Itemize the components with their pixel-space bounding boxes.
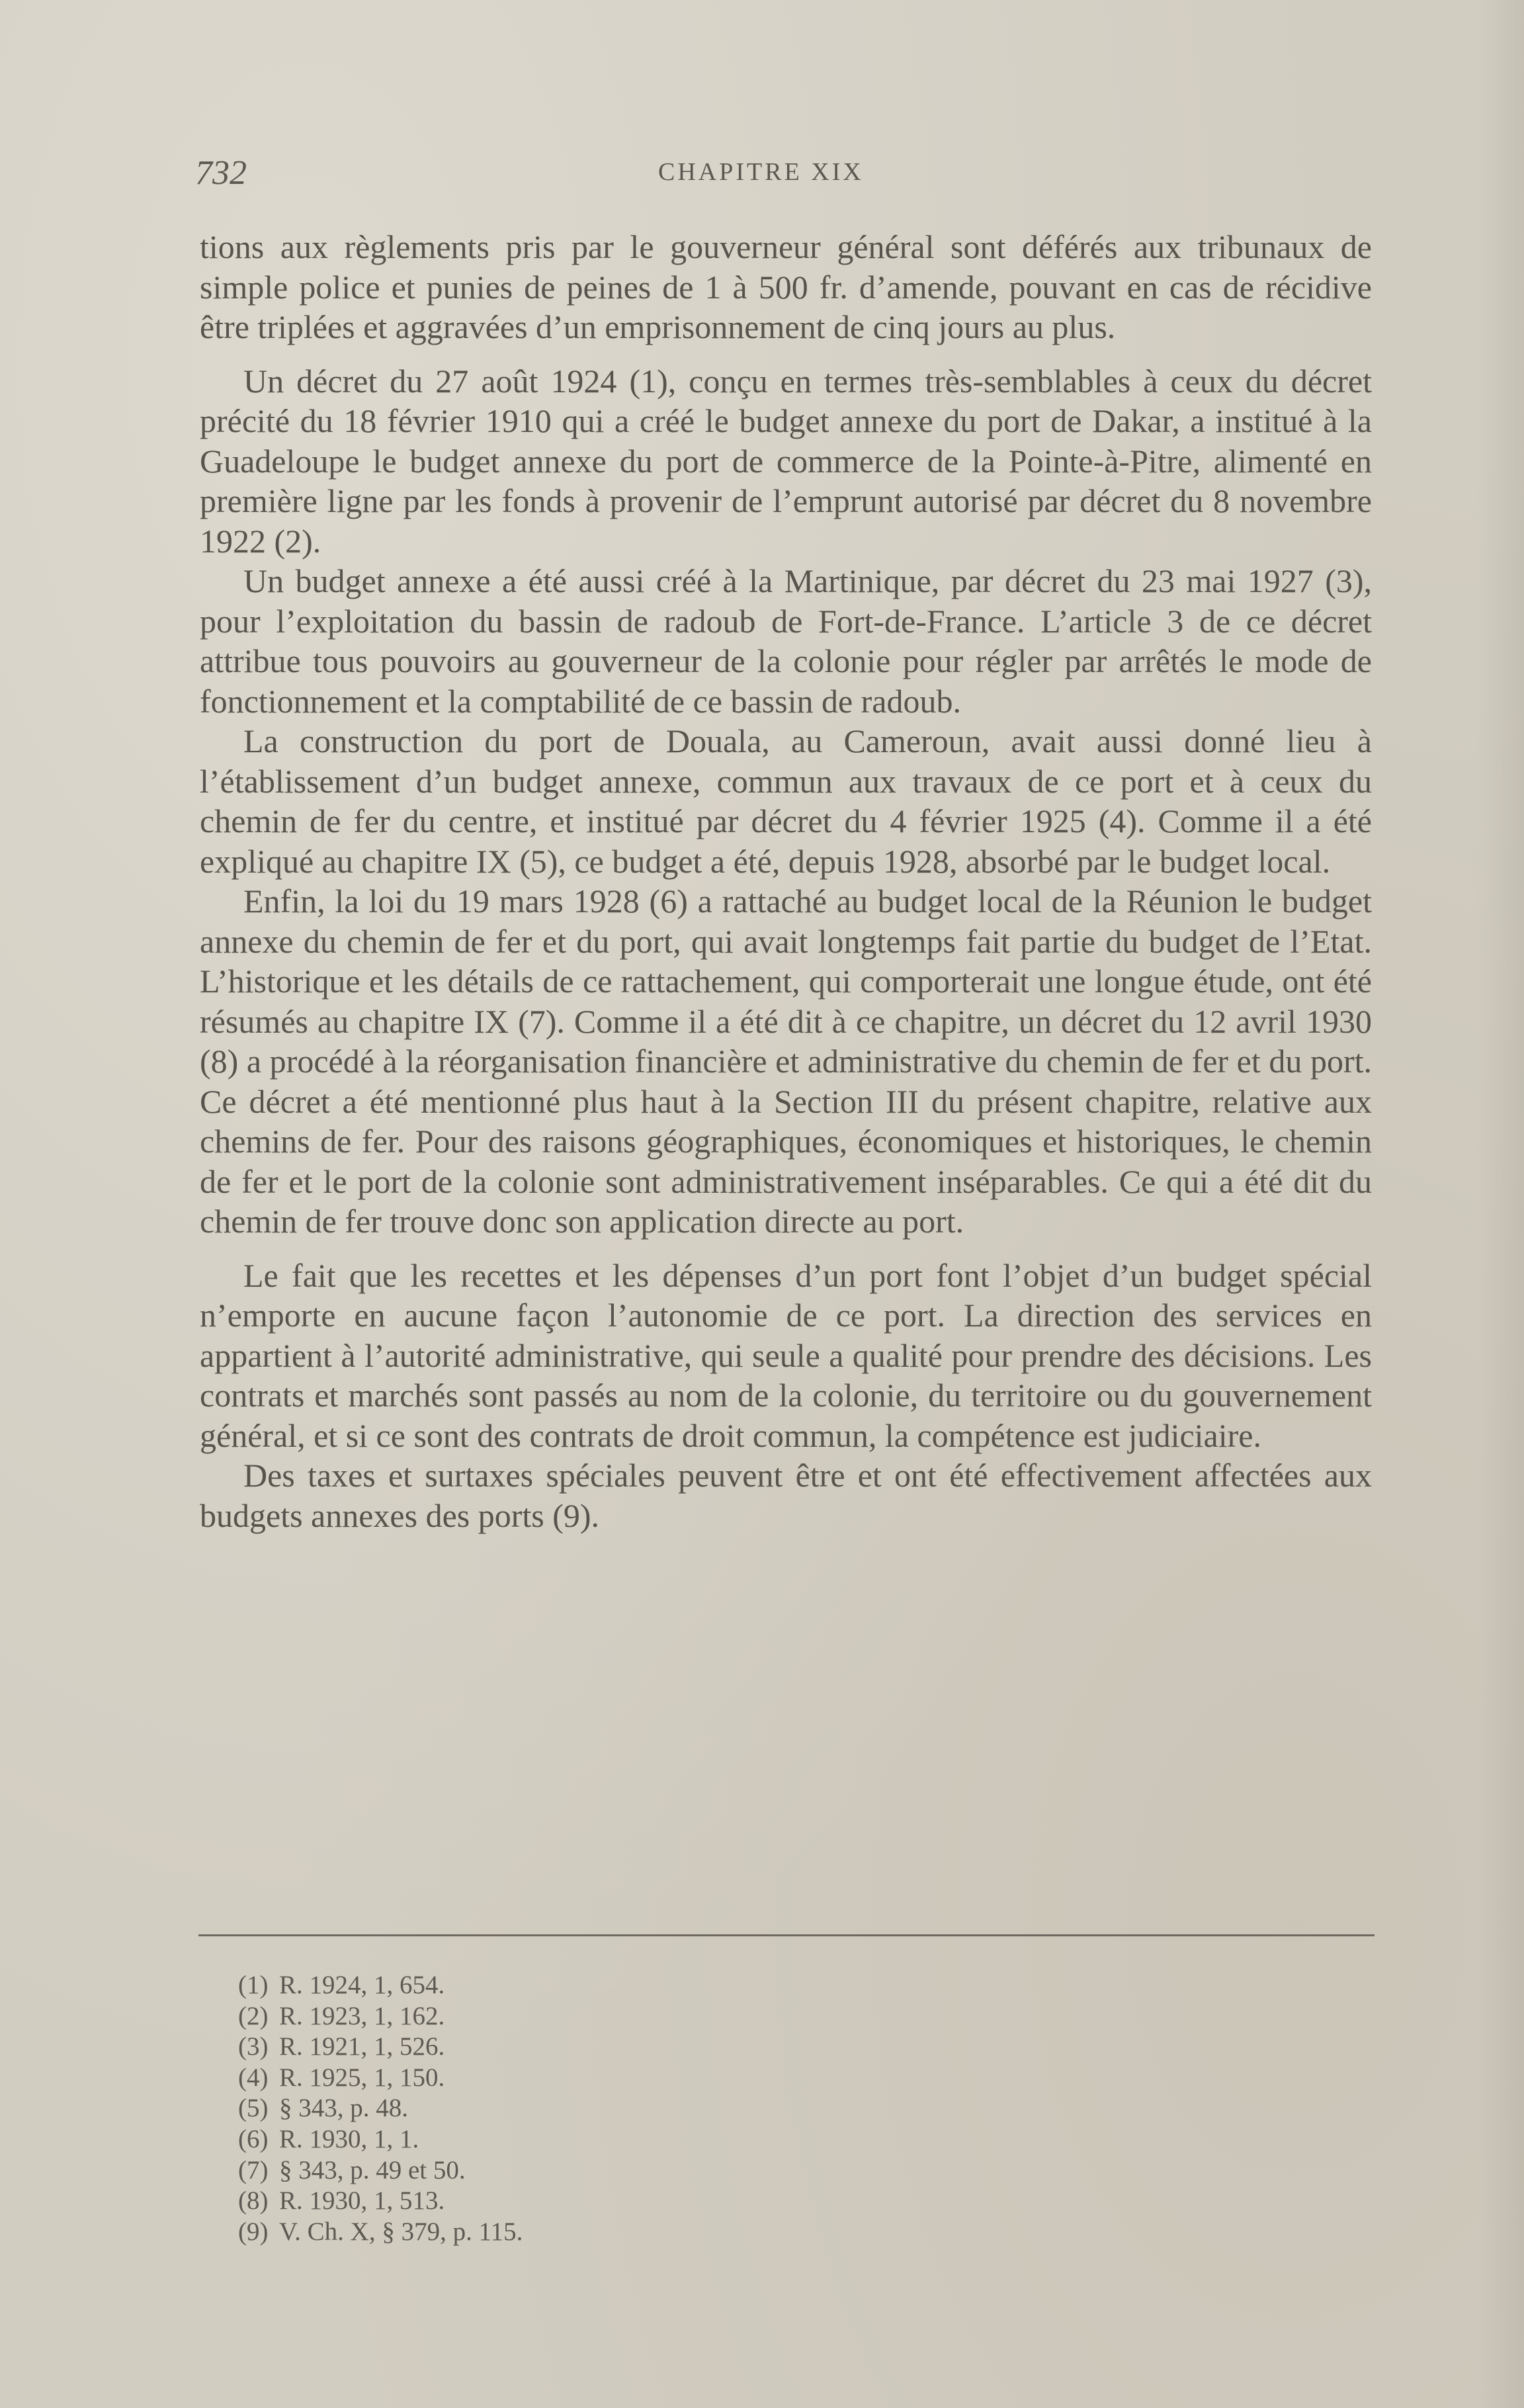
footnote [238,2186,833,2217]
footnote-text: § 343, p. 48. [279,2094,408,2123]
footnote-text: R. 1924, 1, 654. [279,1971,445,1999]
footnote-number: (1) [238,1971,269,1999]
paragraph-continuation: tions aux règlements pris par le gouverneur général sont déférés aux tribunaux de simple police et punies de peines de 1 à 500 fr. d’amende, pouvant en cas de récidive être triplées et aggravées d’un emprisonnement de cinq jours au plus. [200,228,1372,345]
footnote-number: (3) [238,2032,269,2061]
footnote-number: (5) [238,2094,269,2123]
footnote-number: (6) [238,2124,269,2153]
footnote-text: R. 1923, 1, 162. [279,2001,445,2030]
footnote-text: § 343, p. 49 et 50. [279,2155,466,2184]
page-header [195,153,1373,200]
footnote-text: R. 1930, 1, 1. [279,2124,419,2153]
paragraph-martinique: Un budget annexe a été aussi créé à la Martinique, par décret du 23 mai 1927 (3), pour l’exploitation du bassin de radoub de Fort-de-France. L’article 3 de ce décret attribue tous pouvoirs au gouverneur de la colonie pour régler par arrêtés le mode de fonctionnement et la comptabilité de ce bassin de radoub. [200,562,1372,720]
footnote-number: (2) [238,2001,269,2030]
footnote-text: V. Ch. X, § 379, p. 115. [279,2217,523,2246]
paragraph-autonomie: Le fait que les recettes et les dépenses d’un port font l’objet d’un budget spécial n’emporte en aucune façon l’autonomie de ce port. La direction des services en appartient à l’autorité administrative, qui seule a qualité pour prendre des décisions. Les contrats et marchés sont passés au nom de la colonie, du territoire ou du gouvernement général, et si ce sont des contrats de droit commun, la compétence est judiciaire. [200,1256,1372,1454]
footnote [238,2124,833,2155]
footnote-number: (7) [238,2155,269,2184]
paragraph-taxes: Des taxes et surtaxes spéciales peuvent être et ont été effectivement affectées aux budgets annexes des ports (9). [200,1457,1372,1534]
footnote-number: (8) [238,2186,269,2215]
footnote-number: (4) [238,2063,269,2092]
footnote-text: R. 1930, 1, 513. [279,2186,445,2215]
footnote [238,2032,833,2063]
footnote [238,2063,833,2094]
footnote [238,2217,833,2248]
footnote-text: R. 1921, 1, 526. [279,2032,445,2061]
paragraph-douala: La construction du port de Douala, au Cameroun, avait aussi donné lieu à l’établissement d’un budget annexe, commun aux travaux de ce port et à ceux du chemin de fer du centre, et institué par décret du 4 février 1925 (4). Comme il a été expliqué au chapitre IX (5), ce budget a été, depuis 1928, absorbé par le budget local. [200,722,1372,880]
page-number: 732 [195,154,247,192]
footnote [238,2155,833,2186]
footnotes [238,1970,833,2247]
body-text [200,227,1372,1535]
footnote-text: R. 1925, 1, 150. [279,2063,445,2092]
paragraph-guadeloupe: Un décret du 27 août 1924 (1), conçu en termes très-semblables à ceux du décret précité du 18 février 1910 qui a créé le budget annexe du port de Dakar, a institué à la Guadeloupe le budget annexe du port de commerce de la Pointe-à-Pitre, alimenté en première ligne par les fonds à provenir de l’emprunt autorisé par décret du 8 novembre 1922 (2). [200,362,1372,560]
footnote [238,1970,833,2001]
paragraph-reunion: Enfin, la loi du 19 mars 1928 (6) a rattaché au budget local de la Réunion le budget annexe du chemin de fer et du port, qui avait longtemps fait partie du budget de l’Etat. L’historique et les détails de ce rattachement, qui comporterait une longue étude, ont été résumés au chapitre IX (7). Comme il a été dit à ce chapitre, un décret du 12 avril 1930 (8) a procédé à la réorganisation financière et administrative du chemin de fer et du port. Ce décret a été mentionné plus haut à la Section III du présent chapitre, relative aux chemins de fer. Pour des raisons géographiques, économiques et historiques, le chemin de fer et le port de la colonie sont administrativement inséparables. Ce qui a été dit du chemin de fer trouve donc son application directe au port. [200,882,1372,1240]
footnote-number: (9) [238,2217,269,2246]
footnote-divider [198,1934,1375,1936]
footnote [238,2093,833,2124]
running-title: CHAPITRE XIX [658,158,864,186]
footnote [238,2001,833,2032]
page-edge-shadow [1478,0,1524,2408]
